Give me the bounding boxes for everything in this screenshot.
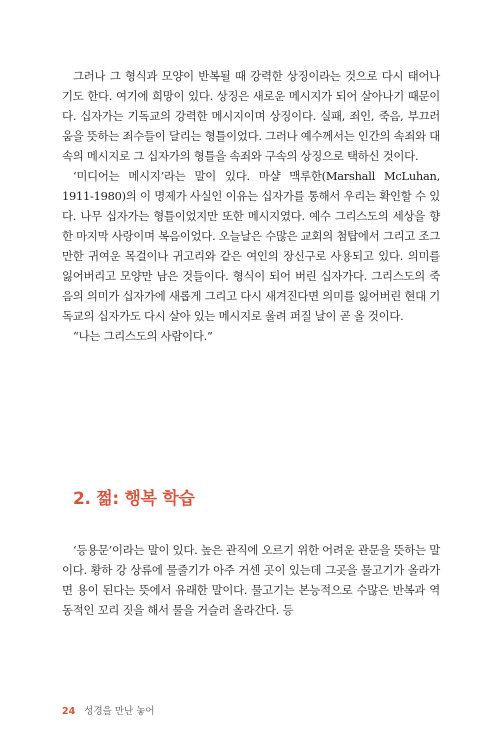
body-text-block (62, 66, 440, 346)
paragraph-3-quote: “나는 그리스도의 사람이다.” (73, 329, 213, 343)
paragraph-2: ‘미디어는 메시지’라는 말이 있다. 마샬 맥루한(Marshall McLuhan, 1911-1980)의 이 명제가 사실인 이유는 십자가를 통해서 우리는 확인할 수 있다. 나무 십자가는 형틀이었지만 또한 메시지였다. 예수 그리스도의 세상을 향한 마지막 사랑이며 복음이었다. 오늘날은 수많은 교회의 첨탑에서 그리고 조그만한 귀여운 목걸이나 귀고리와 같은 여인의 장신구로 사용되고 있다. 의미를 잃어버리고 모양만 남은 것들이다. 형식이 되어 버린 십자가다. 그리스도의 죽음의 의미가 십자가에 새롭게 그리고 다시 새겨진다면 의미를 잃어버린 현대 기독교의 십자가도 다시 살아 있는 메시지로 울려 퍼질 날이 곧 올 것이다. (62, 169, 440, 323)
section-heading: 2. 쩖: 행복 학습 (73, 489, 195, 509)
section-body-text (62, 540, 440, 620)
page-footer (62, 703, 155, 717)
running-title: 성경을 만난 놓어 (84, 706, 155, 717)
paragraph-1: 그러나 그 형식과 모양이 반복될 때 강력한 상징이라는 것으로 다시 태어나기도 한다. 여기에 희망이 있다. 상징은 새로운 메시지가 되어 살아나기 때문이다. 십자가는 기독교의 강력한 메시지이며 상징이다. 실패, 죄인, 죽음, 부끄러움을 뜻하는 죄수들이 달리는 형틀이었다. 그러나 예수께서는 인간의 속죄와 대속의 메시지로 그 십자가의 형틀을 속죄와 구속의 상징으로 택하신 것이다. (62, 69, 440, 163)
page-number: 24 (62, 706, 76, 717)
section-paragraph-1: ‘등용문’이라는 말이 있다. 높은 관직에 오르기 위한 어려운 관문을 뜻하는 말이다. 황하 강 상류에 물줄기가 아주 거센 곳이 있는데 그곳을 물고기가 올라가면 용이 된다는 뜻에서 유래한 말이다. 물고기는 본능적으로 수많은 반복과 역동적인 꼬리 짓을 해서 물을 거슬러 올라간다. 등 (62, 543, 440, 617)
